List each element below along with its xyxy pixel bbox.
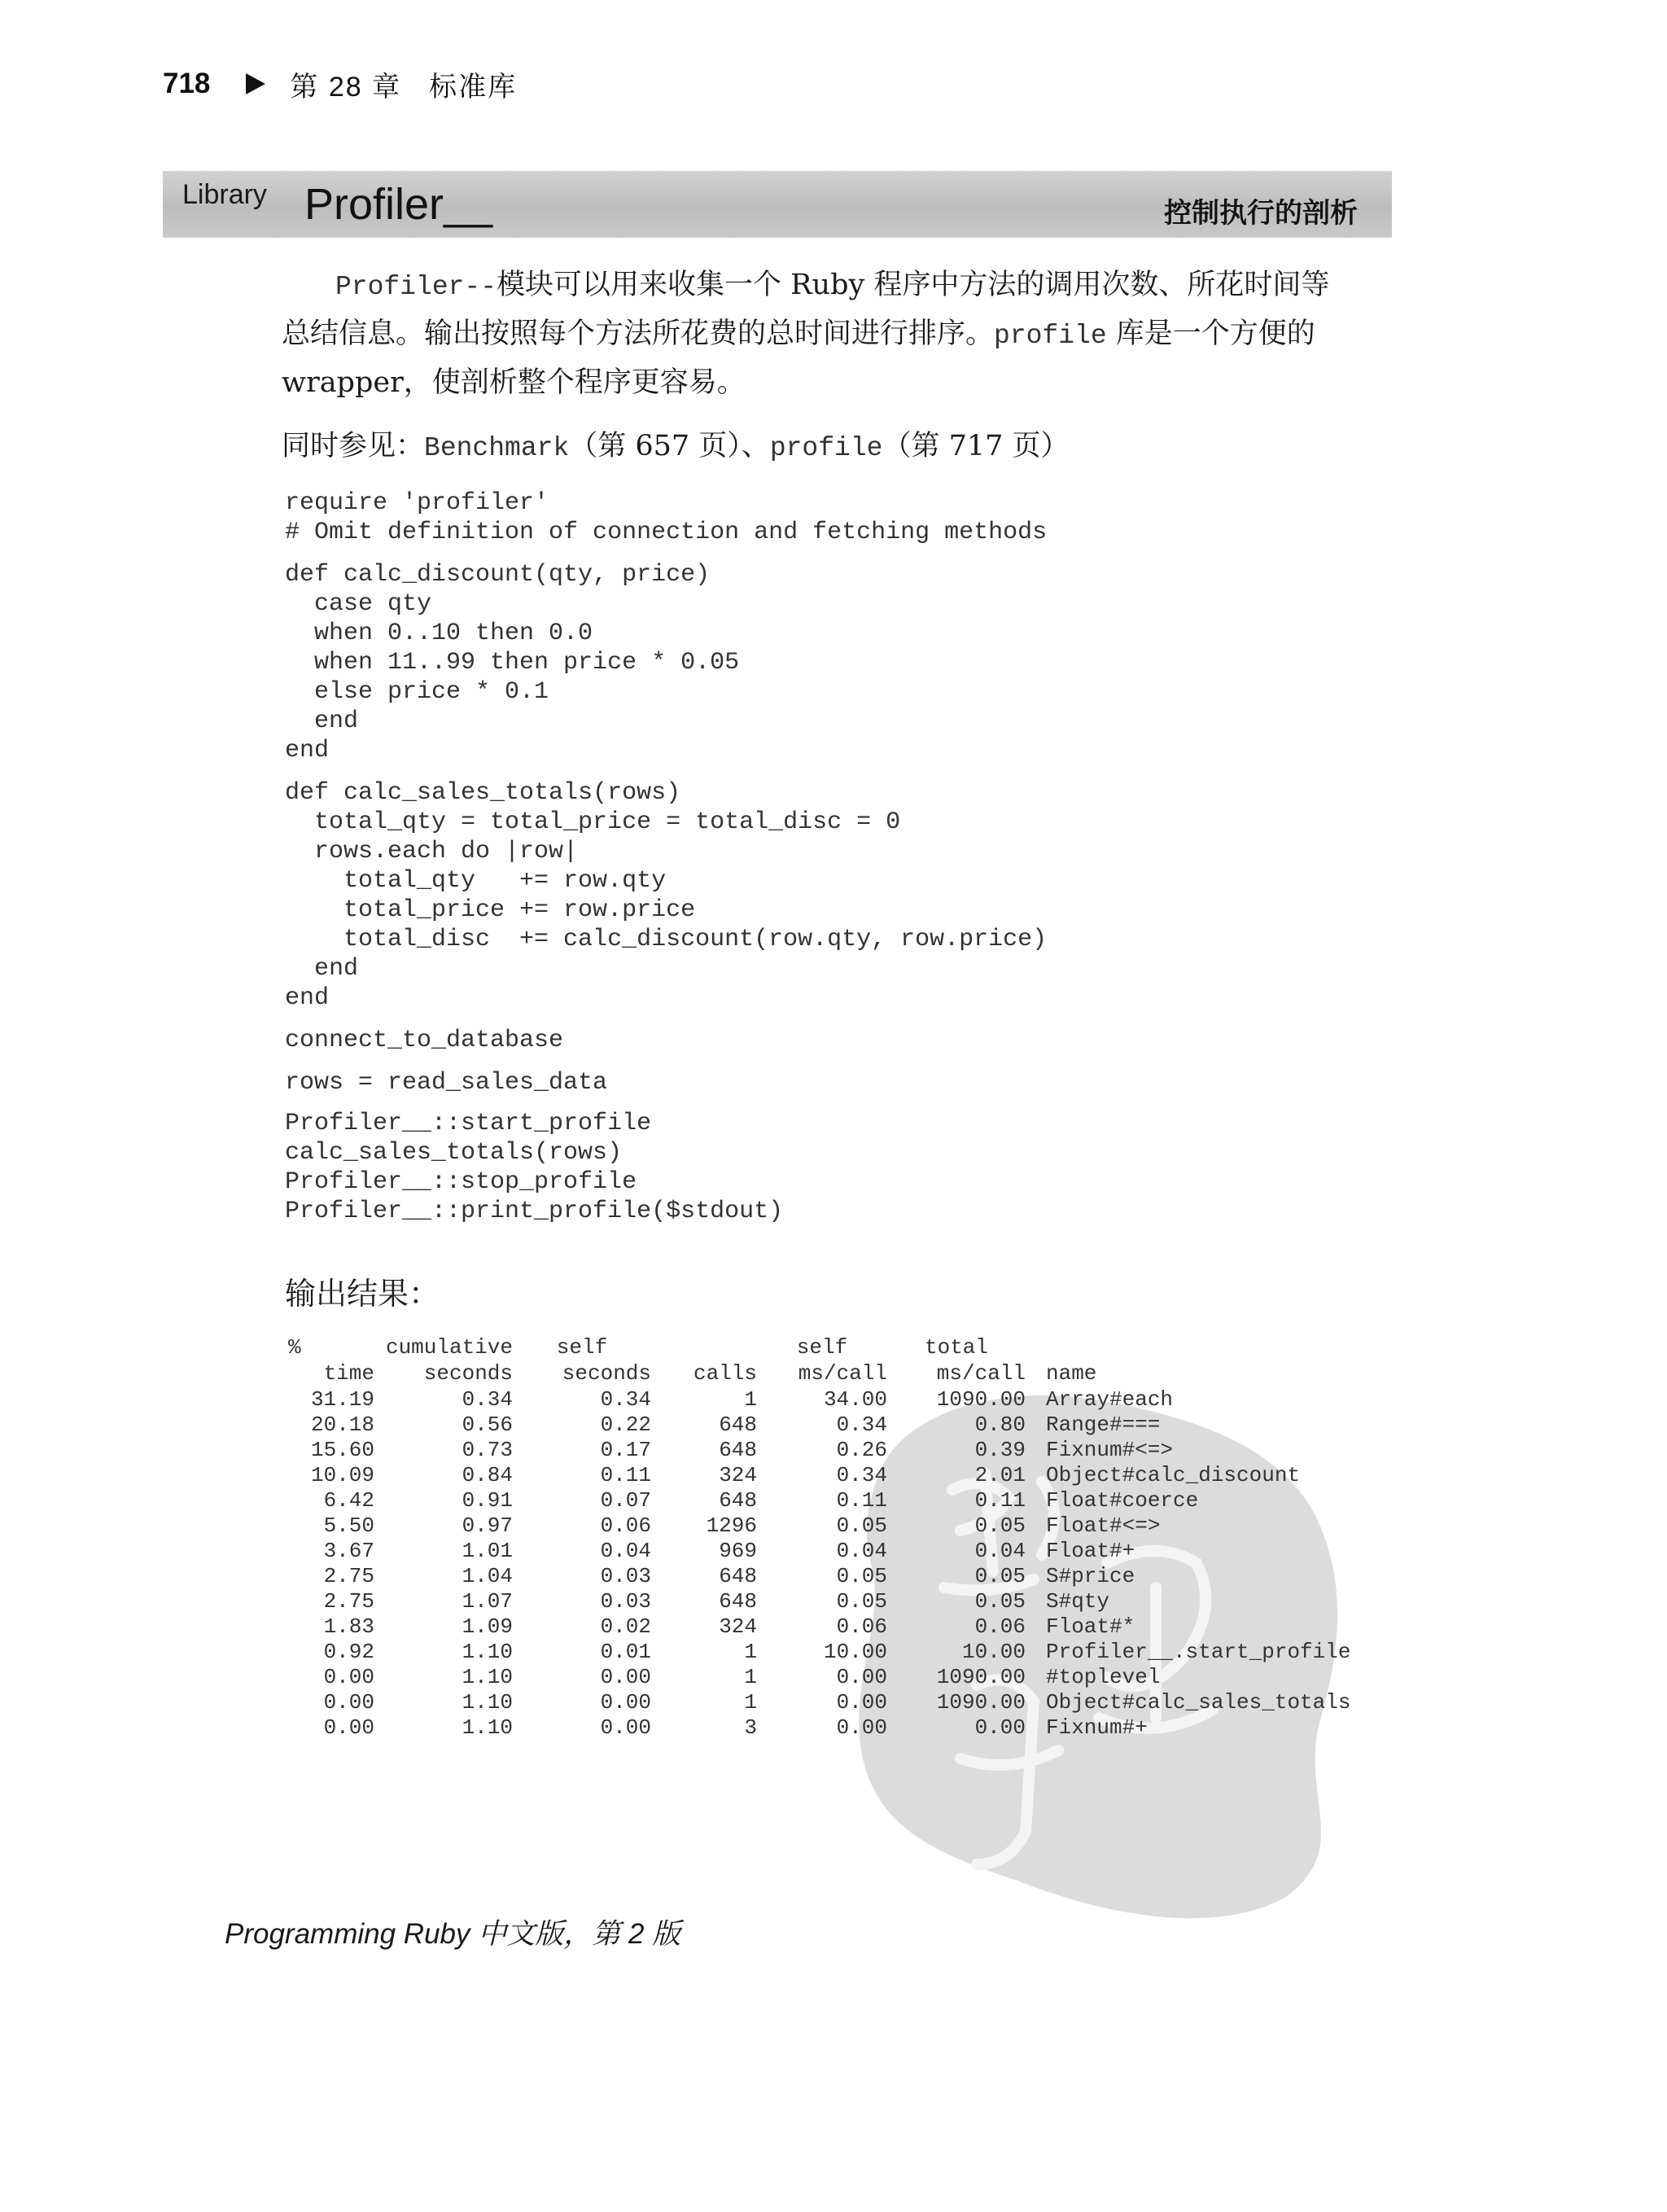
- inline-code: Profiler--: [335, 272, 497, 302]
- table-cell: 0.05: [974, 1589, 1026, 1614]
- table-cell: 1: [744, 1640, 757, 1664]
- code-line: total_qty = total_price = total_disc = 0: [285, 808, 901, 836]
- table-cell: 2.75: [323, 1589, 374, 1614]
- table-row: [285, 1640, 1408, 1664]
- table-row: [285, 1413, 1408, 1437]
- table-cell: 648: [719, 1488, 757, 1513]
- table-cell: 3: [744, 1715, 757, 1740]
- library-tag: Library: [182, 179, 267, 210]
- code-line: total_disc += calc_discount(row.qty, row.price): [285, 926, 1048, 953]
- table-cell: Float#coerce: [1046, 1488, 1199, 1513]
- table-cell: 1.10: [462, 1715, 513, 1740]
- table-cell: 0.05: [836, 1513, 887, 1538]
- table-cell: 0.04: [974, 1539, 1026, 1563]
- table-cell: 1296: [706, 1513, 757, 1538]
- table-cell: 324: [719, 1463, 757, 1487]
- header-cell: seconds: [562, 1361, 651, 1386]
- see-also-page: （第 717 页）: [882, 430, 1070, 462]
- code-line: total_price += row.price: [285, 896, 696, 924]
- code-line: case qty: [285, 590, 432, 618]
- table-cell: 1.10: [462, 1640, 513, 1664]
- table-cell: 0.00: [323, 1690, 374, 1715]
- intro-line: [282, 358, 1397, 407]
- code-line: # Omit definition of connection and fetching methods: [285, 519, 1048, 546]
- table-cell: 648: [719, 1438, 757, 1462]
- header-cell: time: [323, 1361, 374, 1386]
- table-cell: 1090.00: [936, 1387, 1026, 1412]
- table-cell: 0.84: [462, 1463, 513, 1487]
- header-cell: seconds: [423, 1361, 513, 1386]
- table-cell: 0.34: [836, 1413, 887, 1437]
- table-cell: 0.26: [836, 1438, 887, 1462]
- table-cell: 0.11: [836, 1488, 887, 1513]
- code-line: Profiler__::start_profile: [285, 1110, 652, 1137]
- table-cell: 969: [719, 1539, 757, 1563]
- table-header-row: [285, 1335, 1408, 1360]
- table-cell: 10.00: [823, 1640, 887, 1664]
- table-cell: 1.07: [462, 1589, 513, 1614]
- table-cell: 0.92: [323, 1640, 374, 1664]
- library-banner: [163, 171, 1392, 238]
- table-cell: 1: [744, 1690, 757, 1715]
- table-cell: 0.06: [600, 1513, 651, 1538]
- output-heading: 输出结果：: [285, 1276, 440, 1312]
- table-cell: 0.56: [462, 1413, 513, 1437]
- table-row: [285, 1387, 1408, 1412]
- table-cell: 0.04: [600, 1539, 651, 1563]
- table-cell: 0.05: [974, 1513, 1026, 1538]
- header-cell: self: [796, 1335, 848, 1360]
- table-cell: S#qty: [1046, 1589, 1110, 1614]
- code-line: calc_sales_totals(rows): [285, 1139, 623, 1167]
- table-cell: Float#<=>: [1046, 1513, 1161, 1538]
- table-cell: 0.06: [974, 1614, 1026, 1639]
- table-cell: 10.09: [310, 1463, 374, 1487]
- intro-line: [335, 261, 1397, 312]
- table-cell: 1.04: [462, 1564, 513, 1588]
- table-cell: 0.02: [600, 1614, 651, 1639]
- table-cell: 31.19: [310, 1387, 374, 1412]
- code-line: def calc_discount(qty, price): [285, 561, 711, 589]
- running-header: [163, 64, 517, 104]
- table-row: [285, 1488, 1408, 1513]
- table-cell: 0.01: [600, 1640, 651, 1664]
- chapter-title: 标准库: [429, 71, 518, 103]
- header-cell: ms/call: [936, 1361, 1026, 1386]
- right-triangle-icon: [246, 73, 265, 94]
- table-cell: 0.22: [600, 1413, 651, 1437]
- code-line: def calc_sales_totals(rows): [285, 779, 681, 807]
- code-line: else price * 0.1: [285, 678, 549, 706]
- see-also-ref: Benchmark: [424, 433, 570, 463]
- table-cell: 0.34: [836, 1463, 887, 1487]
- table-cell: 0.05: [974, 1564, 1026, 1588]
- code-line: end: [285, 737, 330, 764]
- table-cell: Array#each: [1046, 1387, 1174, 1412]
- intro-text: 总结信息。输出按照每个方法所花费的总时间进行排序。: [282, 318, 995, 350]
- table-cell: 0.80: [974, 1413, 1026, 1437]
- code-line: end: [285, 955, 359, 983]
- table-cell: Profiler__.start_profile: [1046, 1640, 1351, 1664]
- code-line: when 0..10 then 0.0: [285, 620, 593, 647]
- table-cell: Fixnum#+: [1046, 1715, 1148, 1740]
- header-cell: calls: [693, 1361, 757, 1386]
- table-cell: 34.00: [823, 1387, 887, 1412]
- table-cell: 0.17: [600, 1438, 651, 1462]
- table-cell: 0.00: [836, 1715, 887, 1740]
- table-cell: Float#*: [1046, 1614, 1135, 1639]
- table-row: [285, 1438, 1408, 1462]
- table-cell: 2.75: [323, 1564, 374, 1588]
- table-row: [285, 1564, 1408, 1588]
- table-cell: 1.09: [462, 1614, 513, 1639]
- table-cell: 10.00: [961, 1640, 1026, 1664]
- table-row: [285, 1715, 1408, 1740]
- table-cell: 2.01: [974, 1463, 1026, 1487]
- table-cell: 0.04: [836, 1539, 887, 1563]
- table-cell: Range#===: [1046, 1413, 1161, 1437]
- table-row: [285, 1539, 1408, 1563]
- table-cell: 0.11: [974, 1488, 1026, 1513]
- table-cell: 1: [744, 1665, 757, 1689]
- table-cell: 1.01: [462, 1539, 513, 1563]
- table-cell: 0.00: [323, 1665, 374, 1689]
- table-cell: 0.03: [600, 1564, 651, 1588]
- table-cell: S#price: [1046, 1564, 1135, 1588]
- table-cell: 0.00: [974, 1715, 1026, 1740]
- footer-book-title: Programming Ruby 中文版，第 2 版: [225, 1918, 681, 1950]
- chapter-number: 第 28 章: [290, 71, 402, 103]
- header-cell: cumulative: [385, 1335, 513, 1360]
- table-cell: 20.18: [310, 1413, 374, 1437]
- code-line: when 11..99 then price * 0.05: [285, 649, 740, 677]
- table-row: [285, 1665, 1408, 1689]
- table-row: [285, 1589, 1408, 1614]
- table-cell: 0.00: [600, 1665, 651, 1689]
- table-cell: 1090.00: [936, 1665, 1026, 1689]
- code-line: end: [285, 984, 330, 1012]
- see-also-page: （第 657 页）、: [569, 430, 770, 462]
- intro-text: 模块可以用来收集一个 Ruby 程序中方法的调用次数、所花时间等: [497, 269, 1330, 301]
- table-cell: 648: [719, 1564, 757, 1588]
- table-cell: 0.06: [836, 1614, 887, 1639]
- table-cell: 0.00: [600, 1690, 651, 1715]
- table-cell: 0.05: [836, 1564, 887, 1588]
- table-cell: 0.39: [974, 1438, 1026, 1462]
- table-cell: 0.07: [600, 1488, 651, 1513]
- table-cell: 5.50: [323, 1513, 374, 1538]
- table-cell: 1090.00: [936, 1690, 1026, 1715]
- table-cell: 0.00: [600, 1715, 651, 1740]
- header-cell: name: [1046, 1361, 1097, 1386]
- intro-line: [282, 309, 1397, 361]
- table-cell: 0.05: [836, 1589, 887, 1614]
- see-also-ref: profile: [769, 433, 883, 463]
- module-name: Profiler__: [304, 180, 493, 229]
- table-cell: 0.03: [600, 1589, 651, 1614]
- table-cell: 0.34: [462, 1387, 513, 1412]
- table-cell: 0.34: [600, 1387, 651, 1412]
- header-cell: ms/call: [798, 1361, 887, 1386]
- code-line: end: [285, 707, 359, 735]
- intro-text: wrapper，使剖析整个程序更容易。: [282, 366, 746, 399]
- code-line: require 'profiler': [285, 489, 549, 517]
- code-line: Profiler__::print_profile($stdout): [285, 1198, 784, 1225]
- code-line: connect_to_database: [285, 1027, 564, 1054]
- module-description: 控制执行的剖析: [1164, 198, 1358, 229]
- table-row: [285, 1614, 1408, 1639]
- table-header-row: [285, 1361, 1408, 1386]
- table-cell: 1.10: [462, 1690, 513, 1715]
- table-cell: 0.97: [462, 1513, 513, 1538]
- table-cell: Object#calc_sales_totals: [1046, 1690, 1351, 1715]
- code-line: rows = read_sales_data: [285, 1069, 608, 1097]
- inline-code: profile: [994, 321, 1107, 351]
- table-cell: 1: [744, 1387, 757, 1412]
- table-cell: Fixnum#<=>: [1046, 1438, 1174, 1462]
- table-cell: 1.10: [462, 1665, 513, 1689]
- header-cell: total: [924, 1335, 988, 1360]
- table-cell: 6.42: [323, 1488, 374, 1513]
- table-cell: 3.67: [323, 1539, 374, 1563]
- code-line: rows.each do |row|: [285, 838, 579, 865]
- table-row: [285, 1690, 1408, 1715]
- page-number: 718: [163, 68, 211, 99]
- header-cell: %: [288, 1335, 301, 1360]
- see-also-label: 同时参见：: [282, 430, 425, 462]
- table-cell: 1.83: [323, 1614, 374, 1639]
- table-cell: Object#calc_discount: [1046, 1463, 1301, 1487]
- table-cell: #toplevel: [1046, 1665, 1161, 1689]
- table-cell: 648: [719, 1589, 757, 1614]
- table-cell: 15.60: [310, 1438, 374, 1462]
- table-row: [285, 1463, 1408, 1487]
- table-cell: 0.00: [836, 1665, 887, 1689]
- table-cell: 0.00: [836, 1690, 887, 1715]
- see-also: [282, 422, 1397, 473]
- code-line: total_qty += row.qty: [285, 867, 667, 895]
- table-cell: 0.11: [600, 1463, 651, 1487]
- table-cell: 0.00: [323, 1715, 374, 1740]
- table-cell: 0.91: [462, 1488, 513, 1513]
- table-cell: 324: [719, 1614, 757, 1639]
- intro-text: 库是一个方便的: [1106, 318, 1315, 350]
- table-cell: Float#+: [1046, 1539, 1135, 1563]
- table-row: [285, 1513, 1408, 1538]
- table-cell: 0.73: [462, 1438, 513, 1462]
- code-line: Profiler__::stop_profile: [285, 1168, 637, 1196]
- header-cell: self: [556, 1335, 608, 1360]
- table-cell: 648: [719, 1413, 757, 1437]
